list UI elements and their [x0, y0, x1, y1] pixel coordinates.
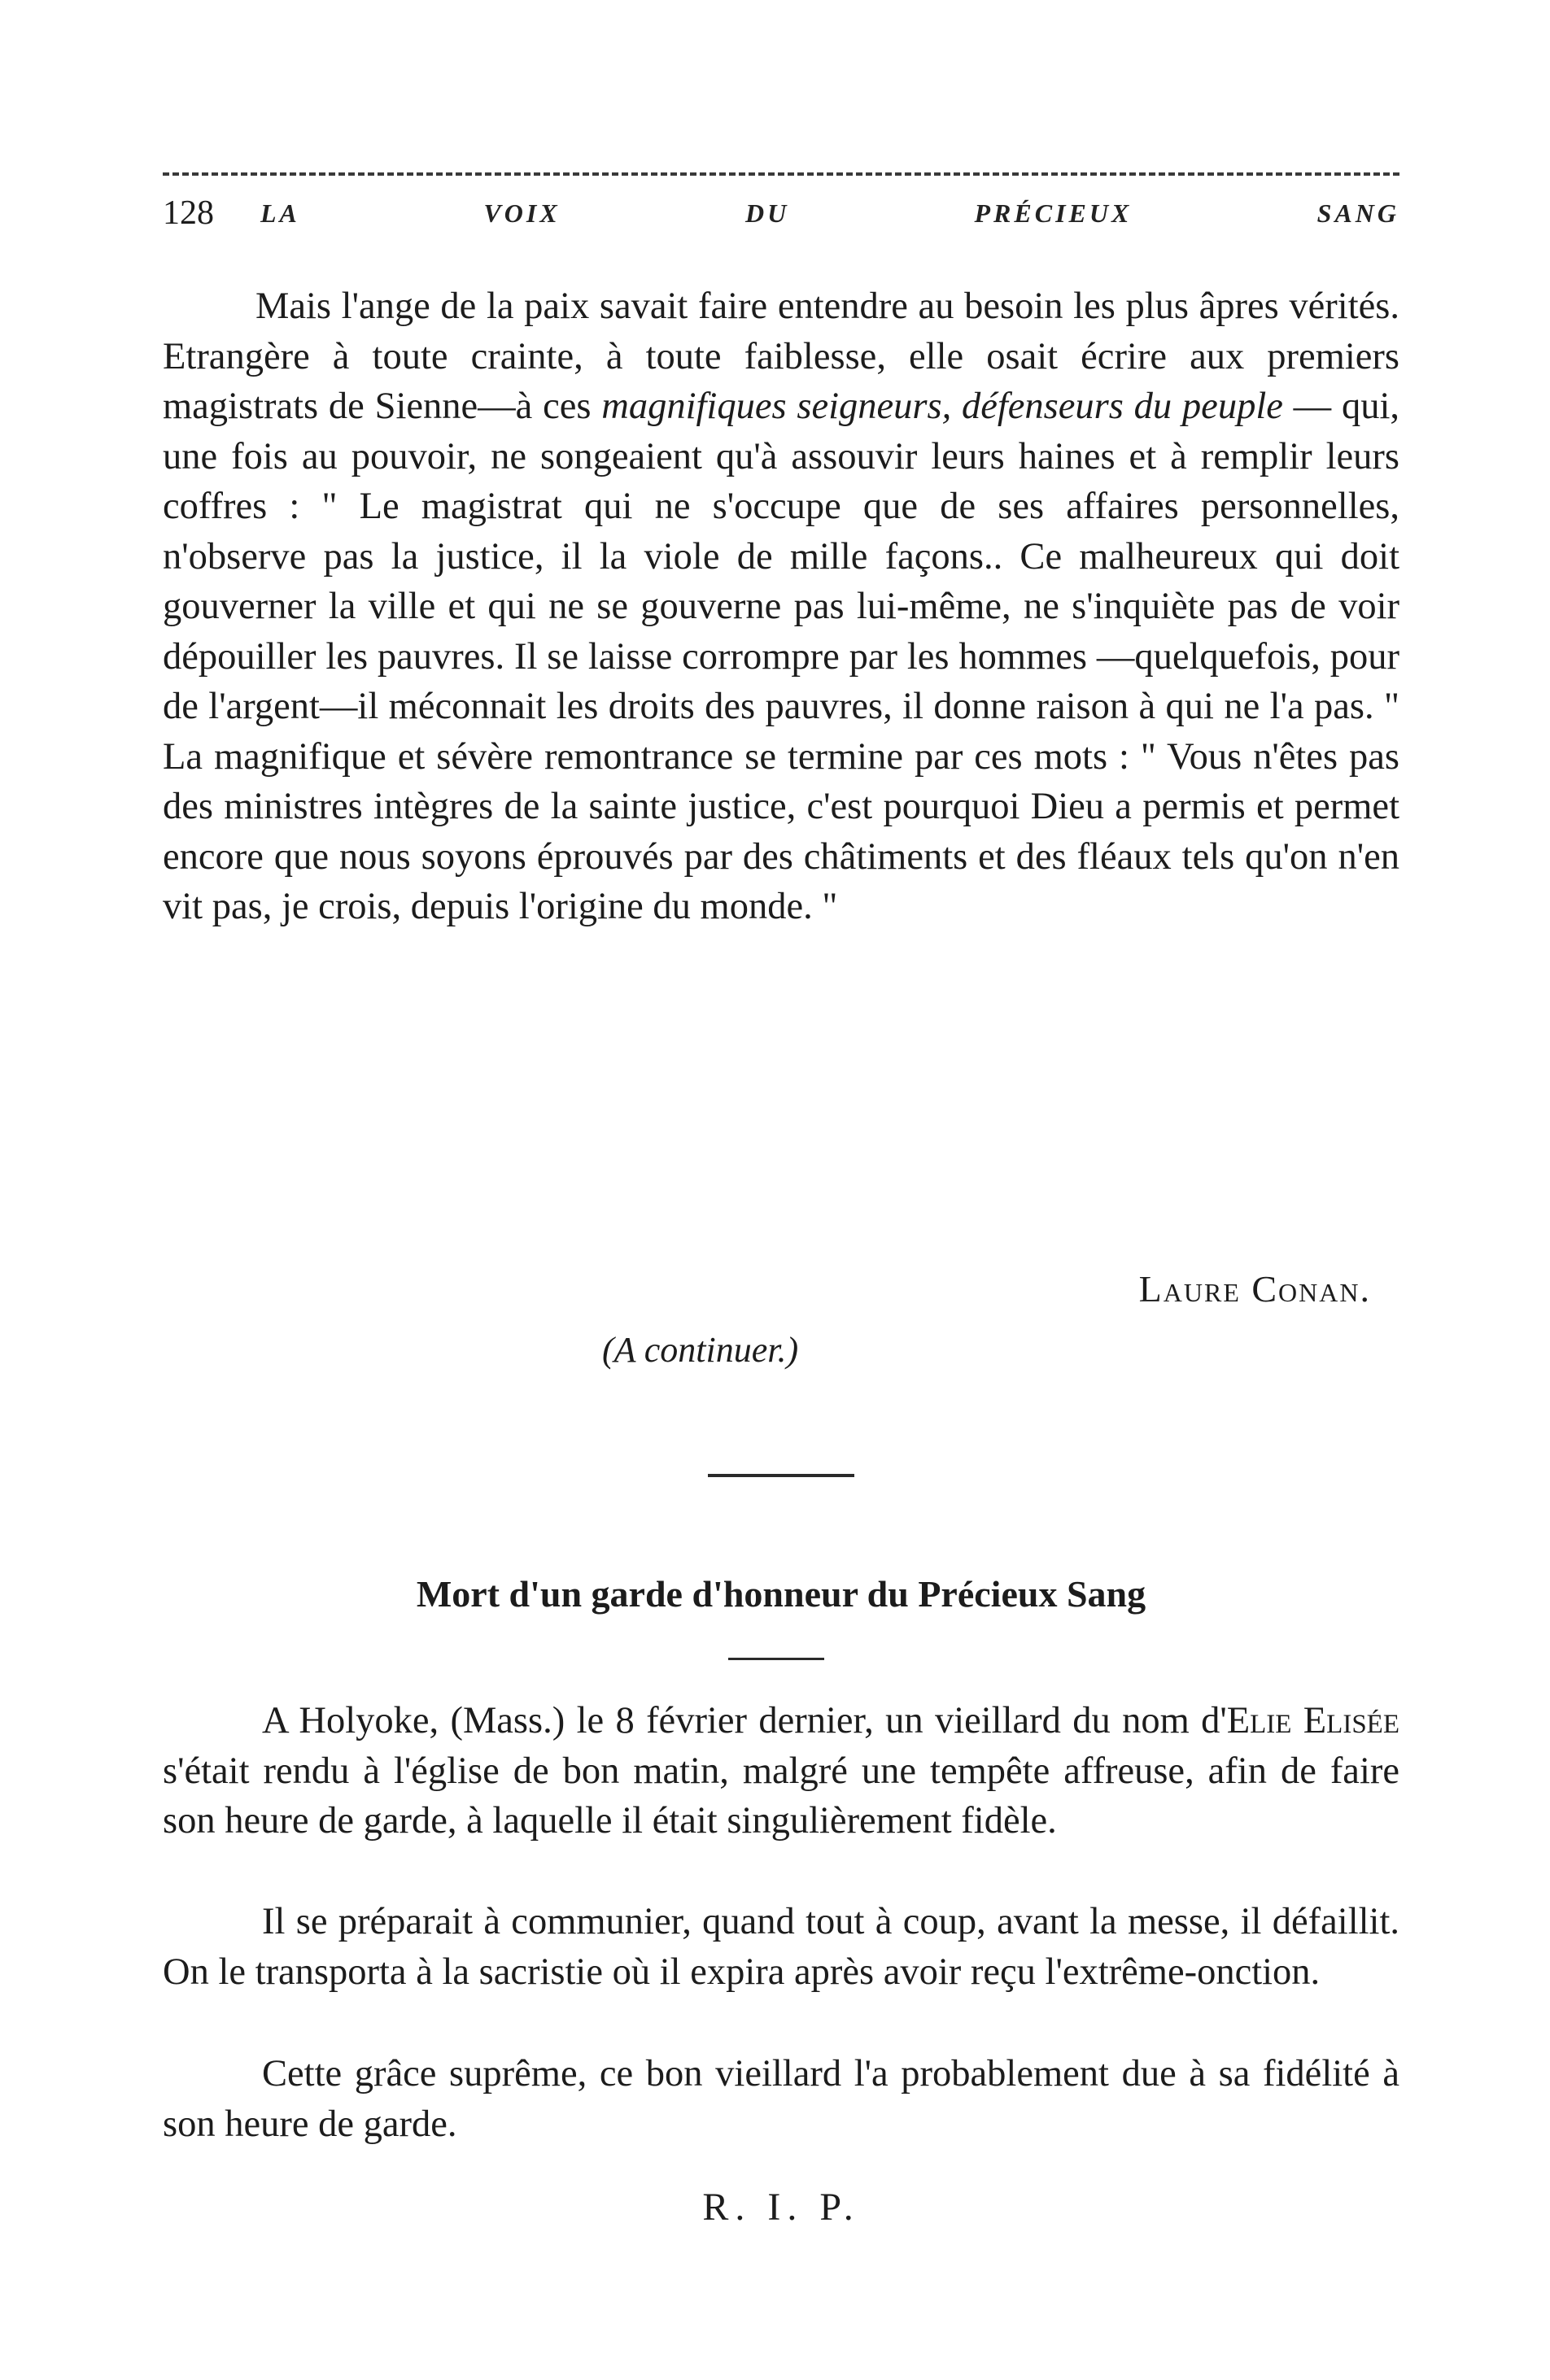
rip-closing: R. I. P.	[702, 2186, 860, 2229]
running-title: LA VOIX DU PRÉCIEUX SANG	[260, 198, 1399, 228]
header-rule	[163, 172, 1399, 176]
author-signature: Laure Conan.	[1138, 1268, 1371, 1310]
paragraph-text: Mais l'ange de la paix savait faire entendre au besoin les plus âpres vérités. Etrangère à toute crainte, à toute faiblesse, elle osait écrire aux premiers magistrats de Sienne—à ces	[163, 286, 1399, 427]
page-number: 128	[163, 194, 214, 232]
section-heading: Mort d'un garde d'honneur du Précieux Sang	[416, 1573, 1146, 1615]
paragraph-text: A Holyoke, (Mass.) le 8 février dernier, un vieillard du nom d'	[262, 1700, 1227, 1741]
continuation-note: (A continuer.)	[602, 1330, 799, 1370]
section-divider	[708, 1474, 854, 1477]
person-name: Elie Elisée	[1226, 1700, 1399, 1741]
obituary-paragraph-2: Il se préparait à communier, quand tout à coup, avant la messe, il défaillit. On le transporta à la sacristie où il expira après avoir reçu l'extrême-onction.	[163, 1901, 1399, 1993]
obituary-paragraph-3: Cette grâce suprême, ce bon vieillard l'a probablement due à sa fidélité à son heure de garde.	[163, 2053, 1399, 2145]
paragraph-text-continued: — qui, une fois au pouvoir, ne songeaient qu'à assouvir leurs haines et à remplir leurs coffres : " Le magistrat qui ne s'occupe que de ses affaires personnelles, n'observe pas la justice, il la viole de mille façons.. Ce malheureux qui doit gouverner la ville et qui ne se gouverne pas lui-même, ne s'inquiète pas de voir dépouiller les pauvres. Il se laisse corrompre par les hommes —quelquefois, pour de l'argent—il méconnait les droits des pauvres, il donne raison à qui ne l'a pas. " La magnifique et sévère remontrance se termine par ces mots : " Vous n'êtes pas des ministres intègres de la sainte justice, c'est pourquoi Dieu a permis et permet encore que nous soyons éprouvés par des châtiments et des fléaux tels qu'on n'en vit pas, je crois, depuis l'origine du monde. "	[163, 386, 1400, 927]
article-paragraph	[163, 281, 1399, 932]
paragraph-text-continued: s'était rendu à l'église de bon matin, malgré une tempête affreuse, afin de faire son heure de garde, à laquelle il était singulièrement fidèle.	[163, 1750, 1399, 1842]
page-header	[163, 189, 1399, 238]
italic-phrase: magnifiques seigneurs, défenseurs du peuple	[601, 386, 1283, 427]
obituary-paragraph-1	[163, 1696, 1399, 1846]
heading-underline-rule	[728, 1658, 824, 1660]
